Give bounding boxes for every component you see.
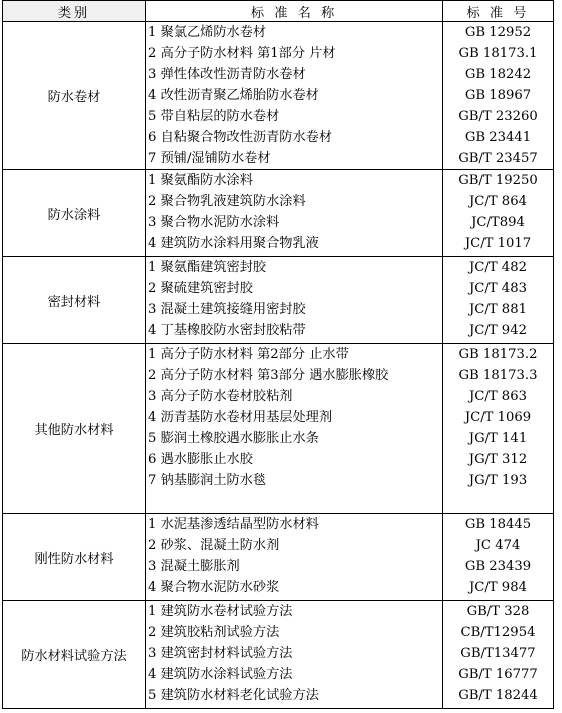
standard-code: GB/T 16777: [458, 667, 538, 682]
standard-name: 2 高分子防水材料 第3部分 遇水膨胀橡胶: [148, 368, 389, 383]
standard-codes-cell: [443, 257, 554, 344]
standard-name: 2 砂浆、混凝土防水剂: [148, 538, 280, 553]
standard-names-cell: [146, 514, 443, 601]
standard-name: 2 聚硫建筑密封胶: [148, 281, 253, 296]
standard-code: JC/T 1069: [464, 410, 532, 425]
standard-code: GB 18173.1: [458, 46, 538, 61]
standard-name: 2 高分子防水材料 第1部分 片材: [148, 46, 336, 61]
standard-code: GB 23441: [464, 130, 532, 145]
standard-names-cell: [146, 170, 443, 257]
standard-name: 1 高分子防水材料 第2部分 止水带: [148, 347, 349, 362]
standard-name: 1 水泥基渗透结晶型防水材料: [148, 517, 319, 532]
category-cell: 防水材料试验方法: [3, 601, 146, 709]
category-cell: 刚性防水材料: [3, 514, 146, 601]
category-cell: 其他防水材料: [3, 344, 146, 514]
standard-code: JC/T 482: [469, 260, 527, 275]
standard-code: JC/T 881: [469, 302, 527, 317]
standard-name: 5 建筑防水材料老化试验方法: [148, 688, 319, 703]
standard-name: 3 高分子防水卷材胶粘剂: [148, 389, 293, 404]
standard-name: 3 聚合物水泥防水涂料: [148, 215, 280, 230]
header-code: 标 准 号: [443, 1, 554, 22]
standard-code: JC/T 864: [469, 194, 527, 209]
standard-codes-cell: [443, 344, 554, 514]
standard-code: JG/T 193: [468, 473, 528, 488]
standard-name: 4 沥青基防水卷材用基层处理剂: [148, 410, 333, 425]
group-row: [3, 170, 554, 257]
header-category: 类别: [3, 1, 146, 22]
standard-name: 3 建筑密封材料试验方法: [148, 646, 293, 661]
standard-name: 1 聚氯乙烯防水卷材: [148, 25, 267, 40]
group-row: [3, 22, 554, 170]
standard-names-cell: [146, 22, 443, 170]
standard-name: 1 聚氨酯防水涂料: [148, 173, 253, 188]
standard-name: 3 混凝土建筑接缝用密封胶: [148, 302, 306, 317]
standards-table: [2, 0, 554, 709]
standard-code: GB 18967: [464, 88, 532, 103]
standard-name: 5 膨润土橡胶遇水膨胀止水条: [148, 431, 319, 446]
standard-code: GB/T 23457: [458, 151, 538, 166]
standard-code: JC/T 1017: [464, 236, 532, 251]
standard-code: GB 18173.3: [458, 368, 538, 383]
header-name: 标 准 名 称: [146, 1, 443, 22]
standard-name: 3 弹性体改性沥青防水卷材: [148, 67, 306, 82]
standard-name: 5 带自粘层的防水卷材: [148, 109, 280, 124]
standard-name: 2 聚合物乳液建筑防水涂料: [148, 194, 306, 209]
standard-name: 4 丁基橡胶防水密封胶粘带: [148, 323, 306, 338]
standard-code: GB 18445: [464, 517, 532, 532]
standard-code: GB/T 328: [466, 604, 530, 619]
standard-names-cell: [146, 601, 443, 709]
standard-name: 2 建筑胶粘剂试验方法: [148, 625, 280, 640]
standard-code: JC/T 942: [469, 323, 527, 338]
standard-code: GB 18173.2: [458, 347, 538, 362]
standard-code: GB/T 18244: [458, 688, 538, 703]
standard-code: GB 12952: [464, 25, 532, 40]
group-row: [3, 344, 554, 514]
standard-codes-cell: [443, 514, 554, 601]
standard-code: JG/T 141: [468, 431, 528, 446]
standard-name: 4 建筑防水涂料用聚合物乳液: [148, 236, 319, 251]
standard-code: CB/T12954: [460, 625, 536, 640]
standard-code: GB 18242: [464, 67, 532, 82]
category-cell: 防水涂料: [3, 170, 146, 257]
standard-name: 6 自粘聚合物改性沥青防水卷材: [148, 130, 333, 145]
group-row: [3, 514, 554, 601]
standard-code: JC/T894: [471, 215, 525, 230]
group-row: [3, 601, 554, 709]
standard-names-cell: [146, 344, 443, 514]
group-row: [3, 257, 554, 344]
standard-name: 3 混凝土膨胀剂: [148, 559, 240, 574]
standard-name: 6 遇水膨胀止水胶: [148, 452, 253, 467]
category-cell: 密封材料: [3, 257, 146, 344]
standard-code: GB 23439: [464, 559, 532, 574]
standard-code: GB/T 19250: [458, 173, 538, 188]
standard-name: 1 聚氨酯建筑密封胶: [148, 260, 267, 275]
standard-code: JC/T 483: [469, 281, 527, 296]
standard-name: 7 钠基膨润土防水毯: [148, 473, 267, 488]
standard-codes-cell: [443, 170, 554, 257]
standard-codes-cell: [443, 22, 554, 170]
standard-name: 7 预铺/湿铺防水卷材: [148, 151, 271, 166]
standard-names-cell: [146, 257, 443, 344]
standard-name: 4 改性沥青聚乙烯胎防水卷材: [148, 88, 319, 103]
standard-code: JC/T 984: [469, 580, 527, 595]
standard-code: GB/T13477: [460, 646, 536, 661]
standard-name: 4 聚合物水泥防水砂浆: [148, 580, 280, 595]
category-cell: 防水卷材: [3, 22, 146, 170]
standard-name: 4 建筑防水涂料试验方法: [148, 667, 293, 682]
standard-code: JG/T 312: [468, 452, 528, 467]
standard-codes-cell: [443, 601, 554, 709]
standard-name: 1 建筑防水卷材试验方法: [148, 604, 293, 619]
standard-code: GB/T 23260: [458, 109, 538, 124]
standard-code: JC 474: [475, 538, 521, 553]
header-row: [3, 1, 554, 22]
standard-code: JC/T 863: [469, 389, 527, 404]
